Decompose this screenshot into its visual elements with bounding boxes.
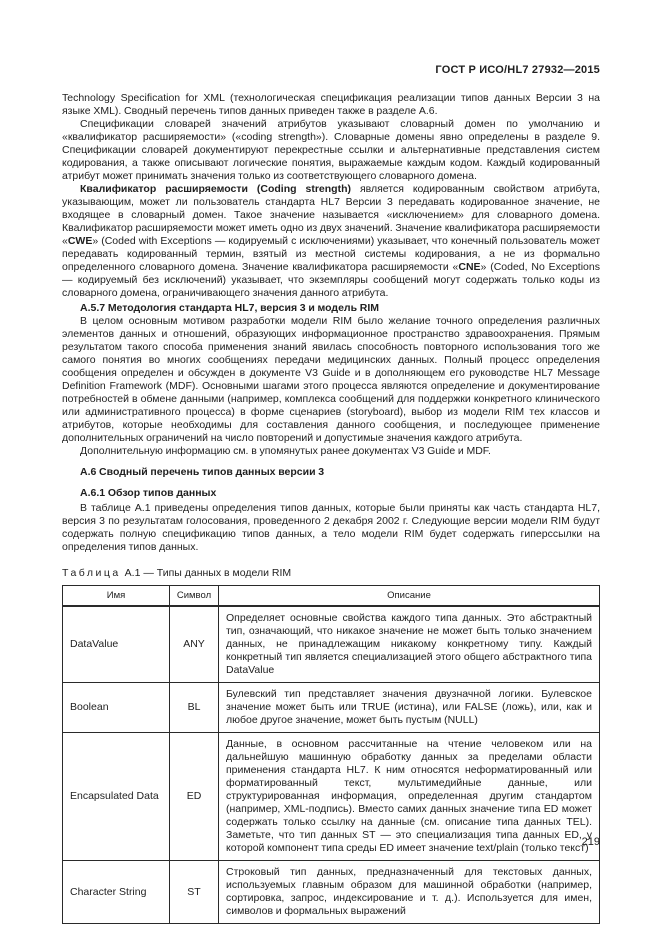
bold-text-run: Квалификатор расширяемости (Coding strength) bbox=[80, 183, 351, 195]
paragraph bbox=[62, 118, 600, 183]
section-heading bbox=[62, 466, 600, 479]
cell-type-name: DataValue bbox=[63, 606, 170, 683]
cell-type-symbol: ANY bbox=[170, 606, 219, 683]
cell-type-description: Строковый тип данных, предназначенный для текстовых данных, используемых главным образом для машинной обработки (например, сортировка, запрос, индексирование и т. д.). Используется для имен, символов и формальных выражений bbox=[219, 861, 600, 924]
cell-type-description: Булевский тип представляет значения двузначной логики. Булевское значение может быть или TRUE (истина), или FALSE (ложь), или, как и любое другое значение, может быть пустым (NULL) bbox=[219, 683, 600, 733]
paragraph bbox=[62, 502, 600, 554]
cell-type-symbol: BL bbox=[170, 683, 219, 733]
running-header: ГОСТ Р ИСО/HL7 27932—2015 bbox=[435, 64, 600, 76]
table-header-row bbox=[63, 586, 600, 607]
page-number: 219 bbox=[581, 836, 600, 848]
text-run: » (Coded, No Exceptions — кодируемый без исключений) указывает, что экземпляры сообщений могут содержать только коды из словарного домена, ограничивающего значения данного атрибута. bbox=[62, 261, 600, 299]
cell-type-description: Определяет основные свойства каждого типа данных. Это абстрактный тип, означающий, что никакое значение не может быть только значением данных, не принадлежащим никакому конкретному типу. Каждый конкретный тип является специализацией этого общего абстрактного типа DataValue bbox=[219, 606, 600, 683]
bold-text-run: CWE bbox=[67, 235, 93, 247]
paragraph bbox=[62, 315, 600, 445]
text-run: Дополнительную информацию см. в упомянутых ранее документах V3 Guide и MDF. bbox=[80, 445, 491, 457]
table-caption bbox=[62, 567, 600, 579]
table-column-header-0: Имя bbox=[63, 586, 170, 607]
table-row bbox=[63, 683, 600, 733]
cell-type-name: Boolean bbox=[63, 683, 170, 733]
data-types-table bbox=[62, 585, 600, 924]
cell-type-symbol: ST bbox=[170, 861, 219, 924]
text-run: Спецификации словарей значений атрибутов указывают словарный домен по умолчанию и «квалификатор расширяемости» («coding strength»). Словарные домены явно определены в разделе 9. Спецификации словарей документируют перекрестные ссылки и альтернативные представления систем кодирования, а также описывают логические понятия, выражаемые каждым кодом. Каждый кодированный атрибут может принимать значения только из соответствующего словарного домена. bbox=[62, 118, 600, 182]
cell-type-description: Данные, в основном рассчитанные на чтение человеком или на дальнейшую машинную обработку данных за пределами области применения стандарта HL7. К ним относятся неформатированный или форматированный текст, мультимедийные данные, или структурированная информация, определенная другим стандартом (например, XML-подпись). Вместо самих данных значение типа ED может содержать только ссылку на данные (см. описание типа данных TEL). Заметьте, что тип данных ST — это специализация типа данных ED, у которой компонент типа среды ED имеет значение text/plain (только текст) bbox=[219, 733, 600, 861]
data-types-table-head bbox=[63, 586, 600, 607]
text-run: является кодированным свойством атрибута, указывающим, может ли пользователь стандарта HL7 Версии 3 передавать кодированное значение, не входящее в словарный домен. Такое значение называется «исключением» для словарного домена. Квалификатор расширяемости может иметь одно из двух значений. Значение квалификатора расширяемости « bbox=[62, 183, 600, 247]
bold-text-run: А.5.7 Методология стандарта HL7, версия 3 и модель RIM bbox=[80, 302, 380, 314]
document-body bbox=[62, 92, 600, 554]
text-run: Technology Specification for XML (технологическая спецификация реализации типов данных Версии 3 на языке XML). Сводный перечень типов данных приведен также в разделе А.6. bbox=[62, 92, 600, 117]
text-run: В таблице А.1 приведены определения типов данных, которые были приняты как часть стандарта HL7, версия 3 по результатам голосования, проведенного 2 декабря 2002 г. Следующие версии модели RIM будут содержать полную спецификацию типов данных, а тело модели RIM будет содержать гиперссылки на определения типов данных. bbox=[62, 502, 600, 553]
section-heading bbox=[62, 487, 600, 500]
bold-text-run: CNE bbox=[458, 261, 481, 273]
text-run: » (Coded with Exceptions — кодируемый с исключениями) указывает, что конечный пользователь может передавать кодированный термин, взятый из местной системы кодирования, а не из формально определенного словарного домена. Значение квалификатора расширяемости « bbox=[62, 235, 600, 273]
page-content-area bbox=[62, 64, 600, 924]
text-run: В целом основным мотивом разработки модели RIM было желание точного определения различных элементов данных и отношений, образующих информационное пространство здравоохранения. Прямым результатом такого способа применения знаний явилась способность повторного использования того же самого понятия во многих сообщениях передачи медицинских данных. Полный процесс определения сообщения определен и обсужден в документе V3 Guide и в дополняющем его руководстве HL7 Message Definition Framework (MDF). Основными шагами этого процесса являются определение и документирование потребностей в обмене данными (например, комплекса сообщений для поддержки конкретного клинического или административного процесса) в форме сценариев (storyboard), выбор из модели RIM тех классов и атрибутов, которые необходимы для составления данного сообщения, и последующее применение дополнительных ограничений на число повторений и допустимые значения каждого атрибута. bbox=[62, 315, 600, 444]
table-caption-text: А.1 — Типы данных в модели RIM bbox=[124, 567, 292, 579]
bold-text-run: А.6 Сводный перечень типов данных версии 3 bbox=[80, 466, 325, 478]
paragraph bbox=[62, 183, 600, 300]
table-caption-word: Таблица bbox=[62, 567, 121, 579]
section-heading bbox=[62, 302, 600, 315]
data-types-table-body bbox=[63, 606, 600, 924]
bold-text-run: А.6.1 Обзор типов данных bbox=[80, 487, 217, 499]
paragraph bbox=[62, 92, 600, 118]
table-column-header-1: Символ bbox=[170, 586, 219, 607]
table-row bbox=[63, 733, 600, 861]
table-column-header-2: Описание bbox=[219, 586, 600, 607]
table-row bbox=[63, 606, 600, 683]
cell-type-symbol: ED bbox=[170, 733, 219, 861]
cell-type-name: Encapsulated Data bbox=[63, 733, 170, 861]
table-row bbox=[63, 861, 600, 924]
cell-type-name: Character String bbox=[63, 861, 170, 924]
paragraph bbox=[62, 445, 600, 458]
